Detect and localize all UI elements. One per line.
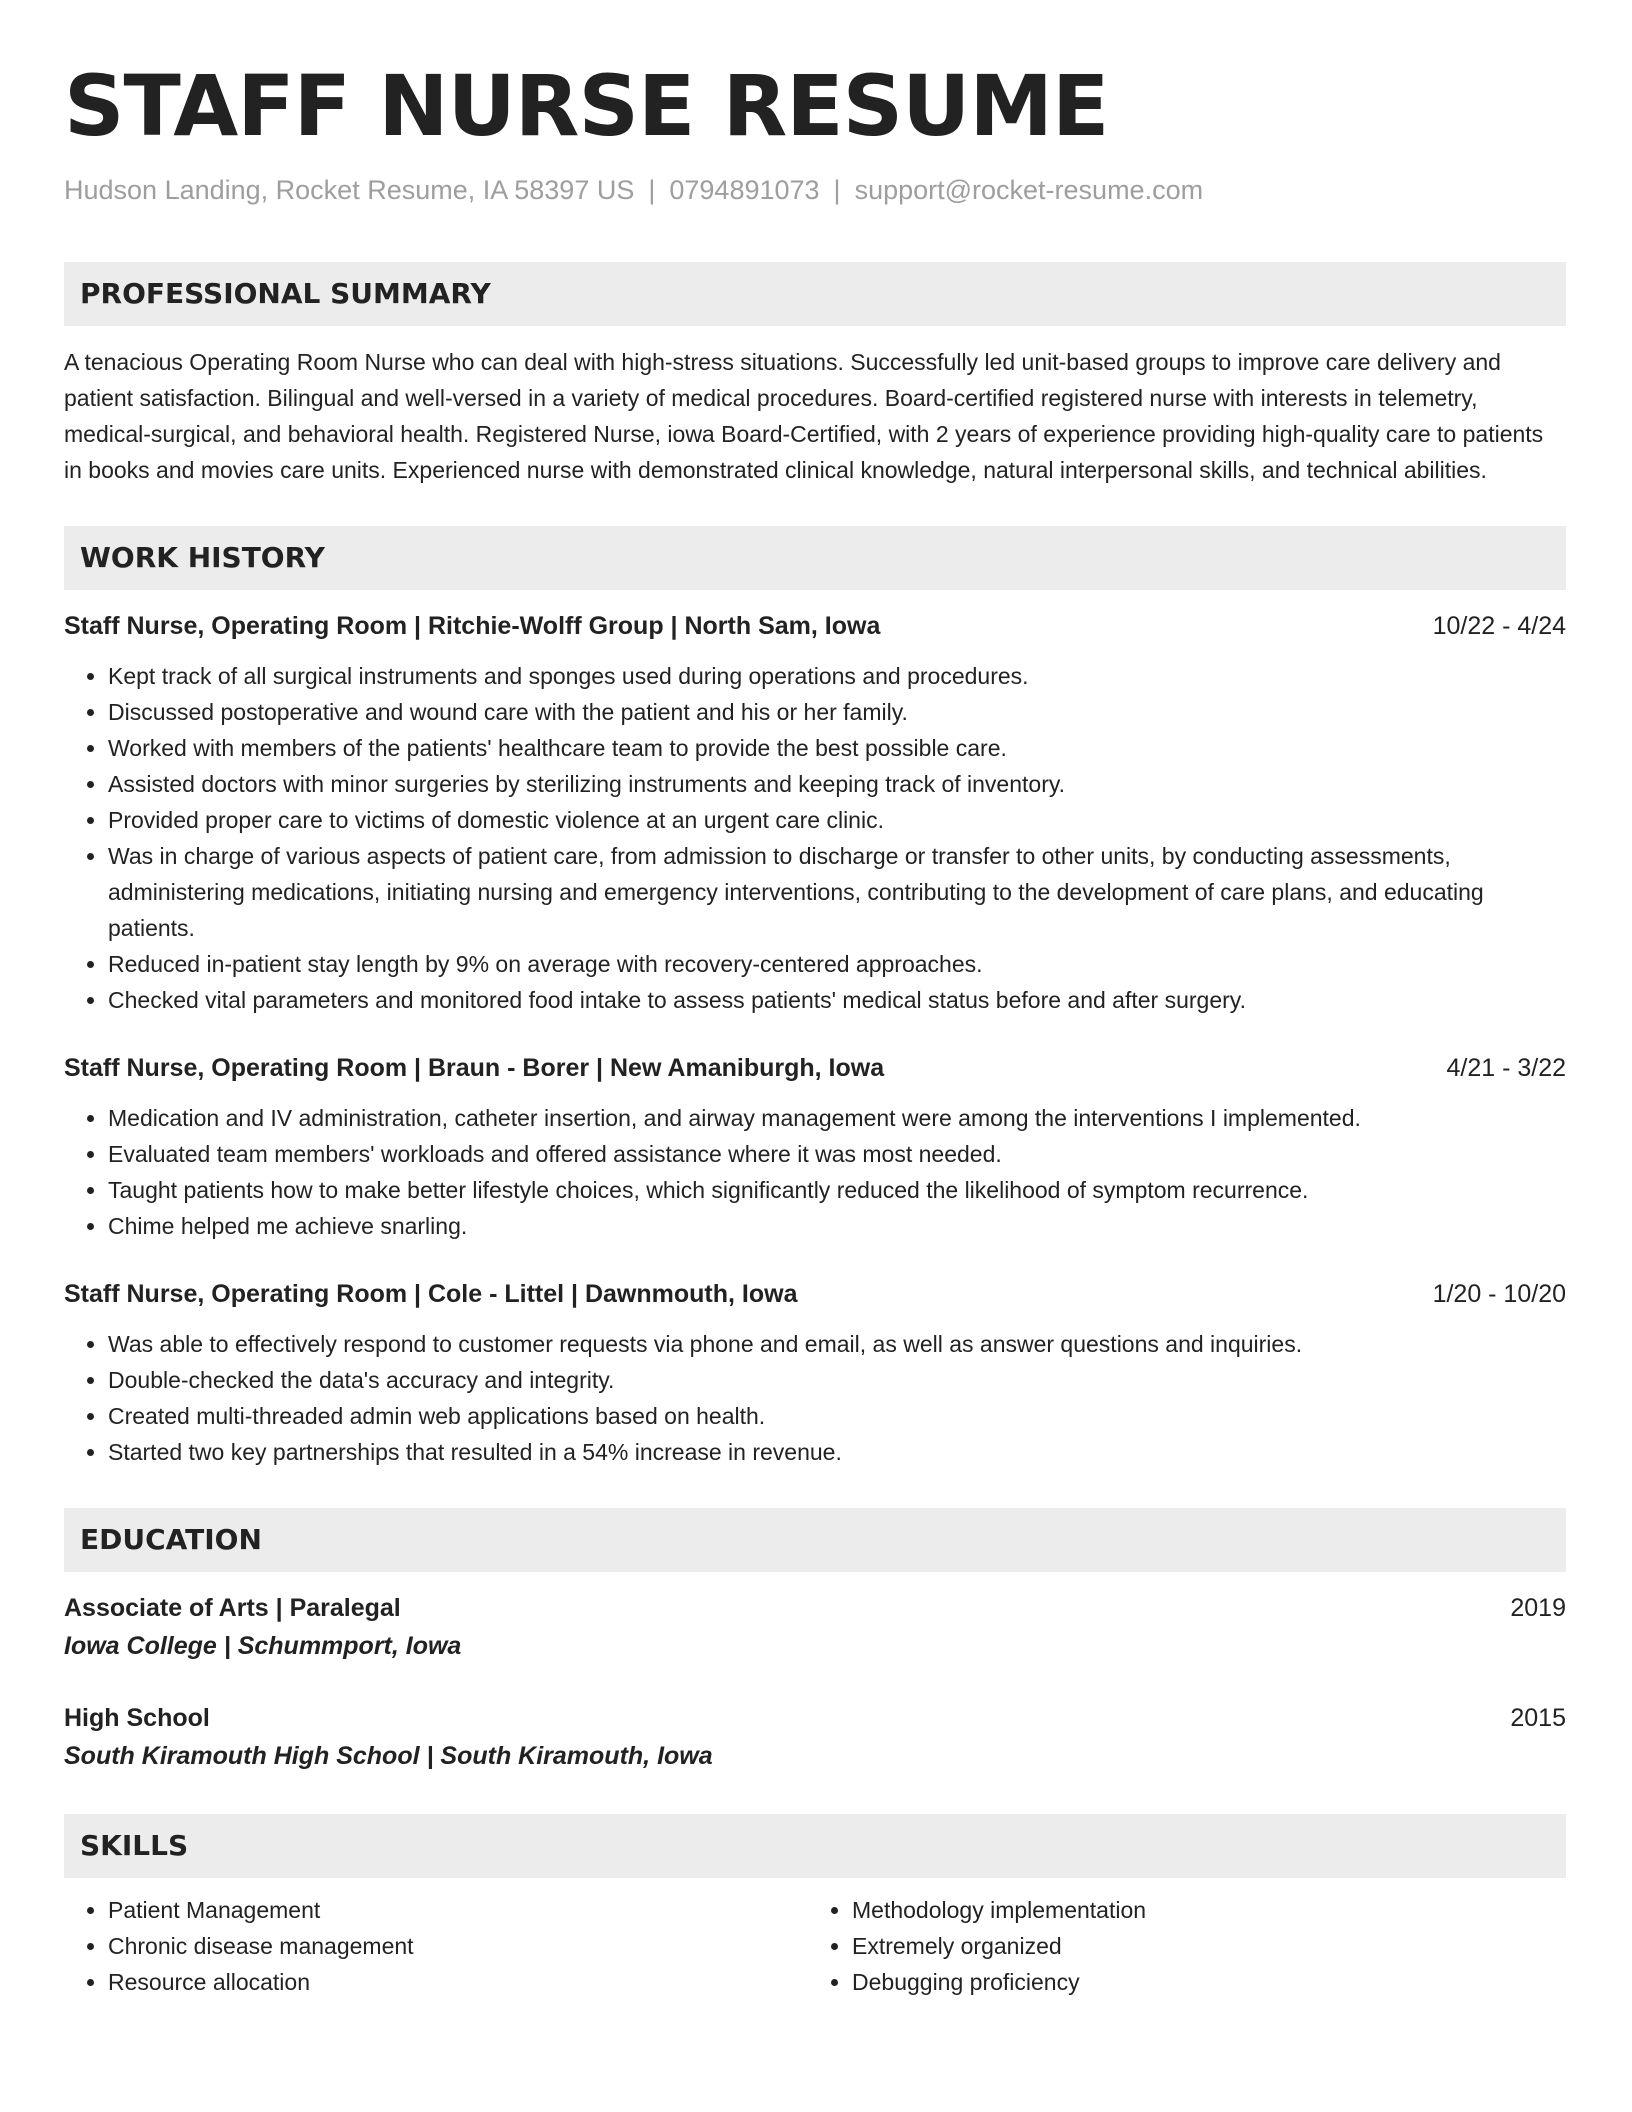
education-school: Iowa College | Schummport, Iowa xyxy=(64,1632,462,1660)
job-bullet: • Worked with members of the patients' healthcare team to provide the best possible care. xyxy=(108,730,1566,766)
job-entry xyxy=(64,1276,1566,1470)
skills-column xyxy=(64,1892,808,2000)
job-header xyxy=(64,1276,1566,1312)
job-bullet: • Kept track of all surgical instruments and sponges used during operations and procedures. xyxy=(108,658,1566,694)
resume-page xyxy=(64,56,1566,2000)
section-header-skills: SKILLS xyxy=(64,1814,1566,1878)
job-header xyxy=(64,608,1566,644)
contact-address: Hudson Landing, Rocket Resume, IA 58397 US xyxy=(64,175,635,205)
skills-column xyxy=(808,1892,1552,2000)
job-bullet: • Double-checked the data's accuracy and integrity. xyxy=(108,1362,1566,1398)
contact-email: support@rocket-resume.com xyxy=(854,175,1204,205)
skill-item: • Resource allocation xyxy=(108,1964,808,2000)
contact-phone: 0794891073 xyxy=(669,175,820,205)
job-bullet: • Discussed postoperative and wound care with the patient and his or her family. xyxy=(108,694,1566,730)
job-bullet: • Medication and IV administration, catheter insertion, and airway management were among the interventions I implemented. xyxy=(108,1100,1566,1136)
education-degree: Associate of Arts | Paralegal xyxy=(64,1594,401,1622)
job-bullets xyxy=(64,1100,1566,1244)
section-header-education: EDUCATION xyxy=(64,1508,1566,1572)
job-bullet: • Assisted doctors with minor surgeries by sterilizing instruments and keeping track of inventory. xyxy=(108,766,1566,802)
job-bullets xyxy=(64,1326,1566,1470)
job-bullet: • Provided proper care to victims of domestic violence at an urgent care clinic. xyxy=(108,802,1566,838)
job-bullet: • Was in charge of various aspects of patient care, from admission to discharge or transfer to other units, by conducting assessments, administering medications, initiating nursing and emergency interventions, contributing to the development of care plans, and educating patients. xyxy=(108,838,1566,946)
section-header-work: WORK HISTORY xyxy=(64,526,1566,590)
education-header xyxy=(64,1700,1566,1736)
section-header-summary: PROFESSIONAL SUMMARY xyxy=(64,262,1566,326)
job-dates: 10/22 - 4/24 xyxy=(1432,612,1566,640)
skills-list xyxy=(64,1892,1566,2000)
job-entry xyxy=(64,1050,1566,1244)
job-bullet: • Created multi-threaded admin web applications based on health. xyxy=(108,1398,1566,1434)
job-bullet: • Was able to effectively respond to customer requests via phone and email, as well as answer questions and inquiries. xyxy=(108,1326,1566,1362)
skill-item: • Methodology implementation xyxy=(852,1892,1552,1928)
job-bullet: • Started two key partnerships that resulted in a 54% increase in revenue. xyxy=(108,1434,1566,1470)
education-year: 2019 xyxy=(1510,1594,1566,1622)
job-bullet: • Checked vital parameters and monitored food intake to assess patients' medical status before and after surgery. xyxy=(108,982,1566,1018)
job-bullet: • Chime helped me achieve snarling. xyxy=(108,1208,1566,1244)
skill-item: • Debugging proficiency xyxy=(852,1964,1552,2000)
job-dates: 1/20 - 10/20 xyxy=(1432,1280,1566,1308)
job-bullet: • Evaluated team members' workloads and offered assistance where it was most needed. xyxy=(108,1136,1566,1172)
job-title: Staff Nurse, Operating Room | Cole - Littel | Dawnmouth, Iowa xyxy=(64,1280,798,1308)
education-entry xyxy=(64,1700,1566,1776)
education-degree: High School xyxy=(64,1704,210,1732)
job-bullet: • Taught patients how to make better lifestyle choices, which significantly reduced the likelihood of symptom recurrence. xyxy=(108,1172,1566,1208)
job-title: Staff Nurse, Operating Room | Braun - Borer | New Amaniburgh, Iowa xyxy=(64,1054,885,1082)
summary-text: A tenacious Operating Room Nurse who can deal with high-stress situations. Successfully led unit-based groups to improve care delivery and patient satisfaction. Bilingual and well-versed in a variety of medical procedures. Board-certified registered nurse with interests in telemetry, medical-surgical, and behavioral health. Registered Nurse, iowa Board-Certified, with 2 years of experience providing high-quality care to patients in books and movies care units. Experienced nurse with demonstrated clinical knowledge, natural interpersonal skills, and technical abilities. xyxy=(64,349,1544,483)
skill-item: • Chronic disease management xyxy=(108,1928,808,1964)
education-header xyxy=(64,1590,1566,1626)
skill-item: • Patient Management xyxy=(108,1892,808,1928)
job-dates: 4/21 - 3/22 xyxy=(1446,1054,1566,1082)
job-bullet: • Reduced in-patient stay length by 9% on average with recovery-centered approaches. xyxy=(108,946,1566,982)
job-header xyxy=(64,1050,1566,1086)
education-school: South Kiramouth High School | South Kiramouth, Iowa xyxy=(64,1742,713,1770)
resume-title: STAFF NURSE RESUME xyxy=(64,57,1109,155)
contact-line xyxy=(64,172,1566,208)
skill-item: • Extremely organized xyxy=(852,1928,1552,1964)
job-title: Staff Nurse, Operating Room | Ritchie-Wolff Group | North Sam, Iowa xyxy=(64,612,881,640)
education-year: 2015 xyxy=(1510,1704,1566,1732)
education-entry xyxy=(64,1590,1566,1666)
job-bullets xyxy=(64,658,1566,1018)
job-entry xyxy=(64,608,1566,1018)
contact-separator: | xyxy=(833,175,841,205)
contact-separator: | xyxy=(648,175,656,205)
